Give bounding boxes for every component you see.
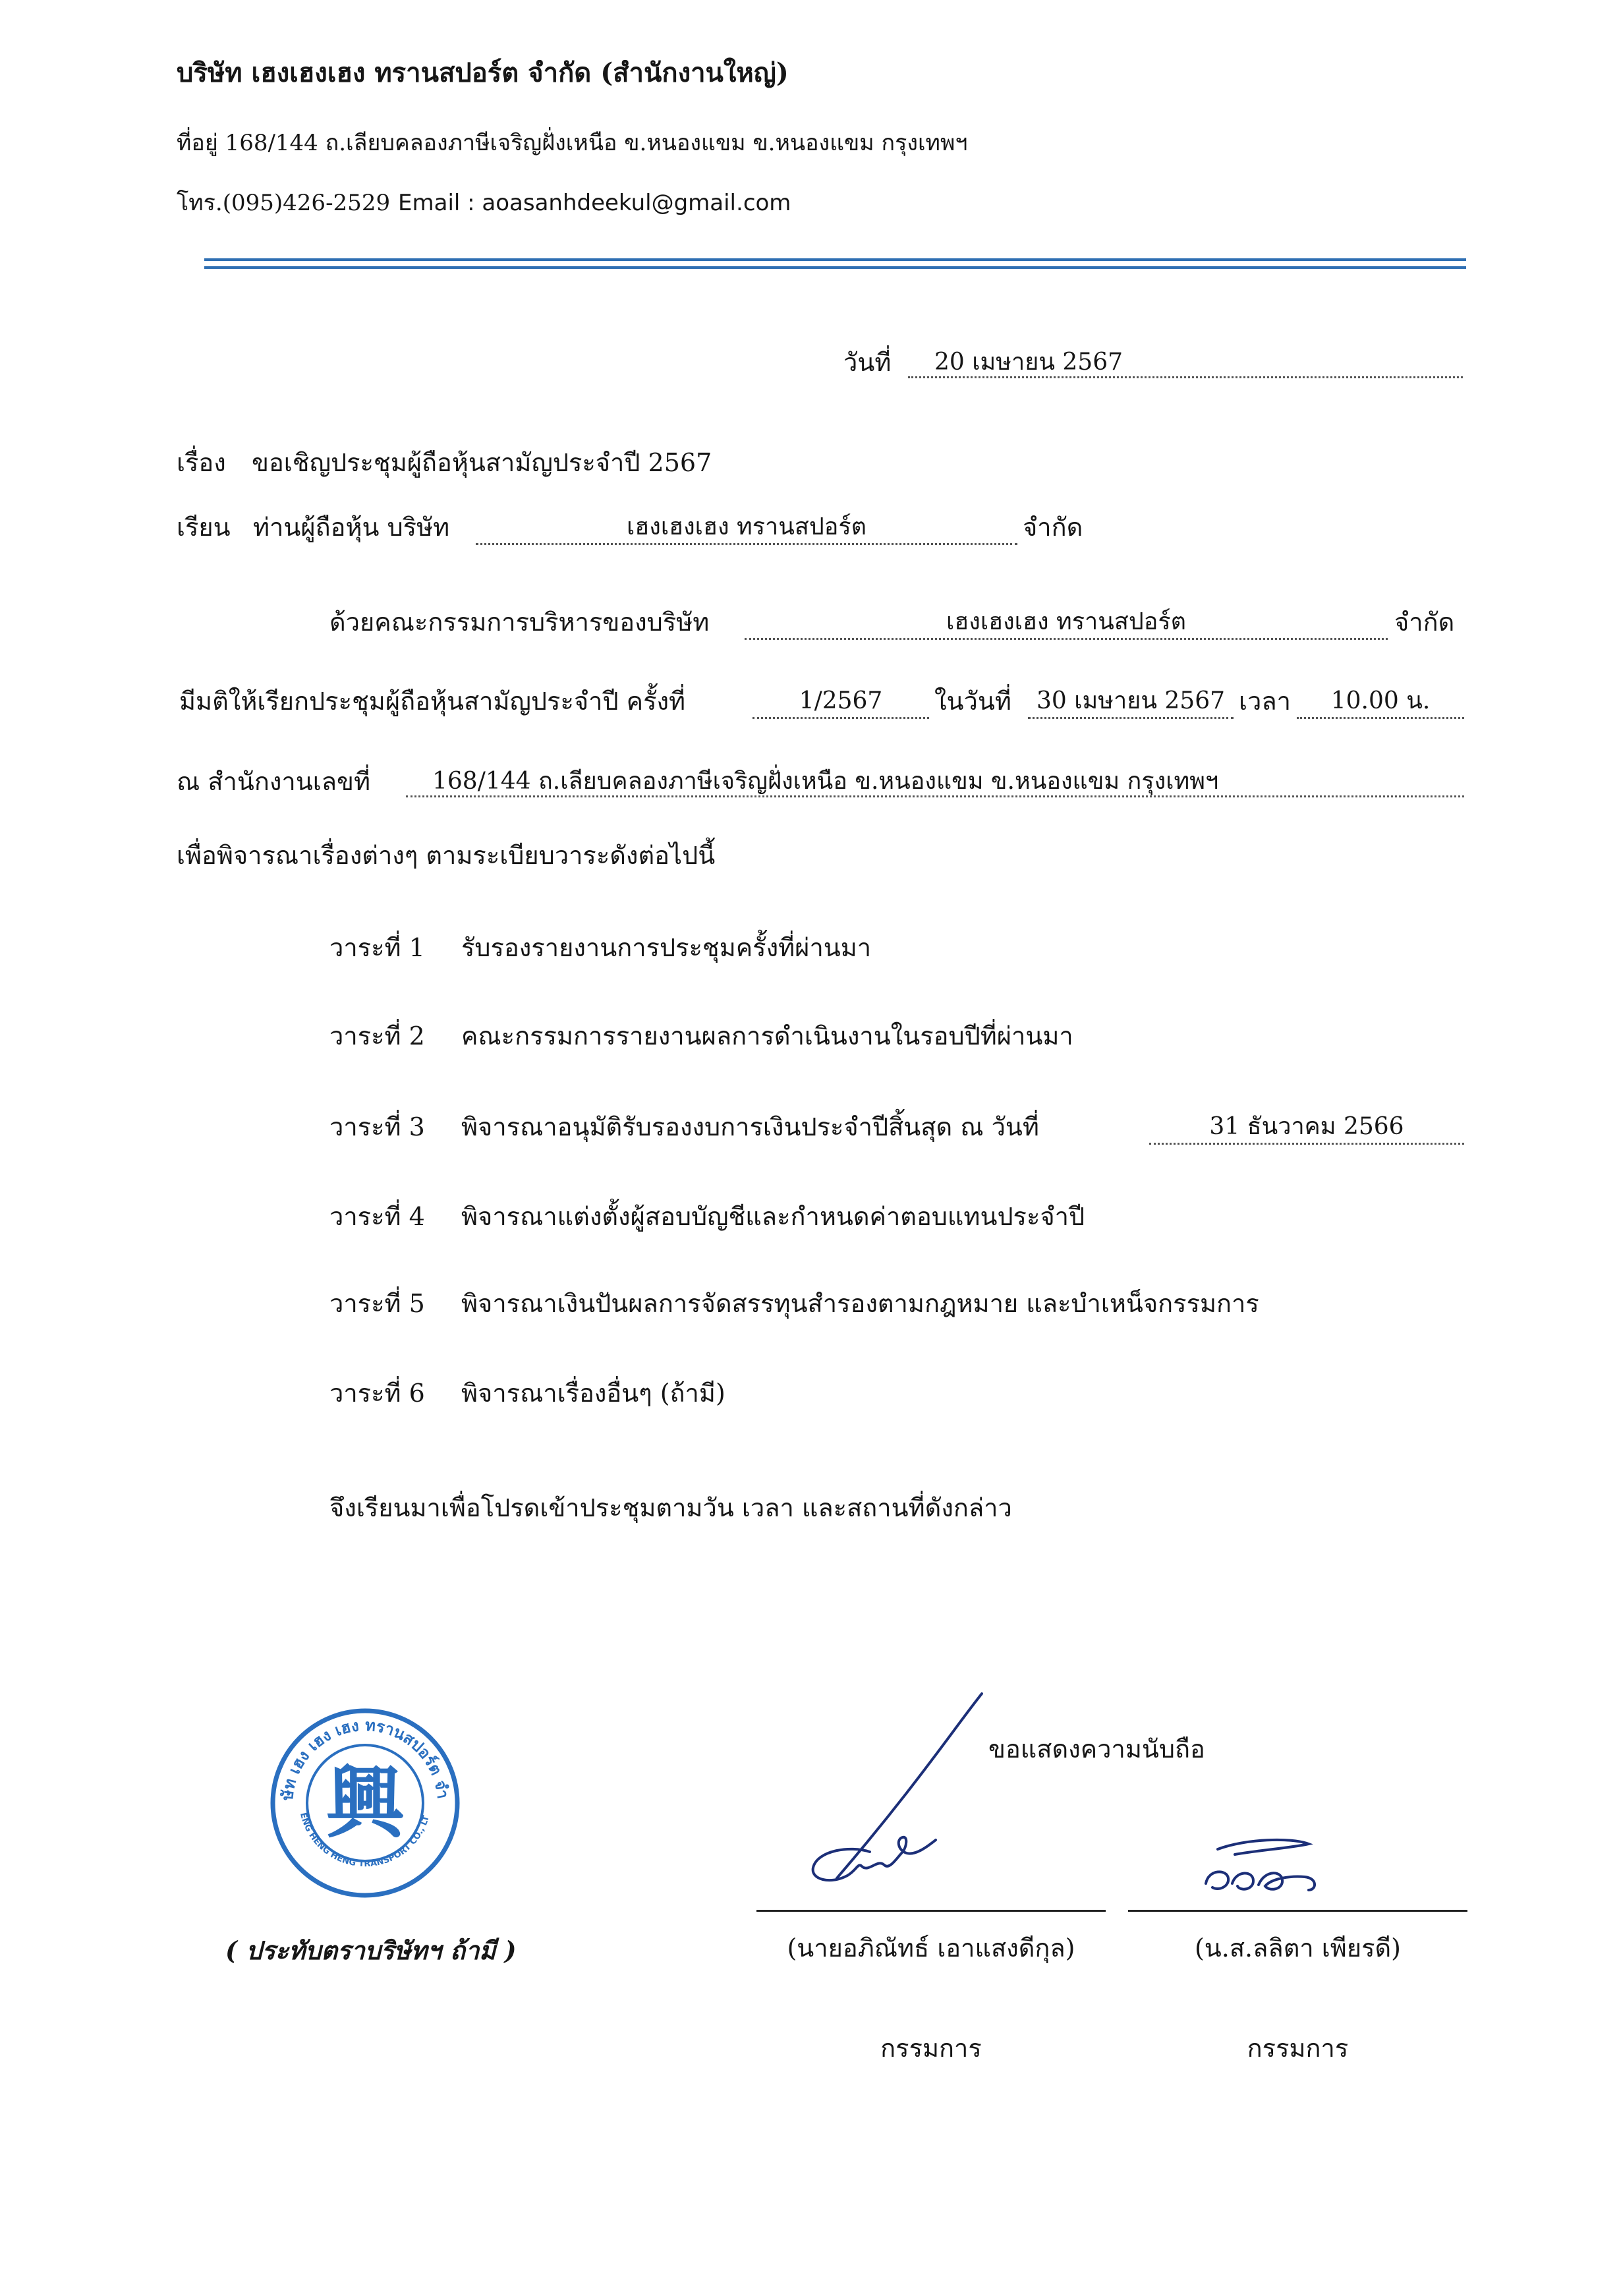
to-prefix: ท่านผู้ถือหุ้น บริษัท [253,513,450,542]
meeting-date: 30 เมษายน 2567 [1028,687,1234,719]
signature-1-stroke-2 [813,1837,936,1880]
body-p4: เพื่อพิจารณาเรื่องต่างๆ ตามระเบียบวาระดังต่อไปนี้ [177,841,716,870]
company-email: Email : aoasanhdeekul@gmail.com [398,190,791,216]
to-label: เรียน [177,513,231,542]
company-name: บริษัท เฮงเฮงเฮง ทรานสปอร์ต จำกัด (สำนักงานใหญ่) [177,57,789,88]
subject-text: ขอเชิญประชุมผู้ถือหุ้นสามัญประจำปี 2567 [252,448,712,477]
to-company: เฮงเฮงเฮง ทรานสปอร์ต [476,513,1017,545]
signatory-1-title: กรรมการ [880,2034,982,2063]
agenda-item-4-no: วาระที่ 4 [329,1202,425,1231]
body-p1-company: เฮงเฮงเฮง ทรานสปอร์ต [745,608,1388,640]
meeting-location: 168/144 ถ.เลียบคลองภาษีเจริญฝั่งเหนือ ข.หนองแขม ข.หนองแขม กรุงเทพฯ [406,767,1464,797]
body-p2-date-label: ในวันที่ [934,687,1011,716]
body-p1-prefix: ด้วยคณะกรรมการบริหารของบริษัท [329,608,710,637]
signature-2-line [1128,1910,1467,1912]
agenda-item-3-no: วาระที่ 3 [329,1112,425,1141]
agenda-item-5-no: วาระที่ 5 [329,1289,425,1318]
agenda-item-2-text: คณะกรรมการรายงานผลการดำเนินงานในรอบปีที่ผ่านมา [461,1021,1073,1050]
seal-caption: ( ประทับตราบริษัทฯ ถ้ามี ) [225,1936,517,1965]
meeting-time: 10.00 น. [1297,687,1464,719]
signature-1-line [756,1910,1106,1912]
body-p2-prefix: มีมติให้เรียกประชุมผู้ถือหุ้นสามัญประจำปี ครั้งที่ [179,687,686,716]
signature-2-stroke-1 [1218,1840,1309,1854]
company-address: ที่อยู่ 168/144 ถ.เลียบคลองภาษีเจริญฝั่งเหนือ ข.หนองแขม ข.หนองแขม กรุงเทพฯ [177,130,968,156]
signatory-2-title: กรรมการ [1247,2034,1349,2063]
subject-label: เรื่อง [177,448,226,477]
signature-1-graphic [791,1687,1002,1898]
letterhead-rule-top [204,258,1466,261]
body-p3-prefix: ณ สำนักงานเลขที่ [177,767,371,796]
agenda-item-1-no: วาระที่ 1 [329,933,425,962]
signature-2-stroke-2 [1206,1872,1315,1890]
signatory-1-name: (นายอภิณัทธ์ เอาแสงดีกุล) [787,1934,1075,1963]
company-seal [266,1704,464,1902]
signature-2-graphic [1193,1829,1351,1909]
regards-text: ขอแสดงความนับถือ [988,1735,1205,1764]
agenda-item-6-no: วาระที่ 6 [329,1379,425,1408]
closing-text: จึงเรียนมาเพื่อโปรดเข้าประชุมตามวัน เวลา และสถานที่ดังกล่าว [329,1493,1012,1522]
agenda-item-6-text: พิจารณาเรื่องอื่นๆ (ถ้ามี) [461,1379,725,1408]
meeting-number: 1/2567 [753,687,929,719]
date-label: วันที่ [843,348,892,377]
seal-emblem: 興 [326,1758,405,1849]
agenda-item-3-text: พิจารณาอนุมัติรับรองงบการเงินประจำปีสิ้นสุด ณ วันที่ [461,1112,1039,1141]
seal-ring-text-en: ENG HENG HENG TRANSPORT CO., LT [297,1812,432,1870]
agenda-item-1-text: รับรองรายงานการประชุมครั้งที่ผ่านมา [461,933,872,962]
company-phone: โทร.(095)426-2529 [177,190,391,216]
body-p2-time-label: เวลา [1239,687,1291,716]
letterhead-rule-bottom [204,266,1466,269]
company-seal-graphic [266,1704,464,1902]
agenda-item-5-text: พิจารณาเงินปันผลการจัดสรรทุนสำรองตามกฎหมาย และบำเหน็จกรรมการ [461,1289,1259,1318]
body-p1-suffix: จำกัด [1394,608,1455,637]
signatory-2-name: (น.ส.ลลิตา เพียรดี) [1194,1934,1402,1963]
agenda-item-4-text: พิจารณาแต่งตั้งผู้สอบบัญชีและกำหนดค่าตอบแทนประจำปี [461,1202,1085,1231]
date-value: 20 เมษายน 2567 [908,348,1463,378]
signature-2 [1193,1829,1351,1909]
agenda-item-2-no: วาระที่ 2 [329,1021,425,1050]
to-suffix: จำกัด [1023,513,1083,542]
agenda-item-3-date: 31 ธันวาคม 2566 [1149,1112,1464,1145]
signature-1 [791,1687,1002,1898]
seal-ring-text: ษัท เฮง เฮง เฮง ทรานสปอร์ต จำ [277,1715,453,1802]
